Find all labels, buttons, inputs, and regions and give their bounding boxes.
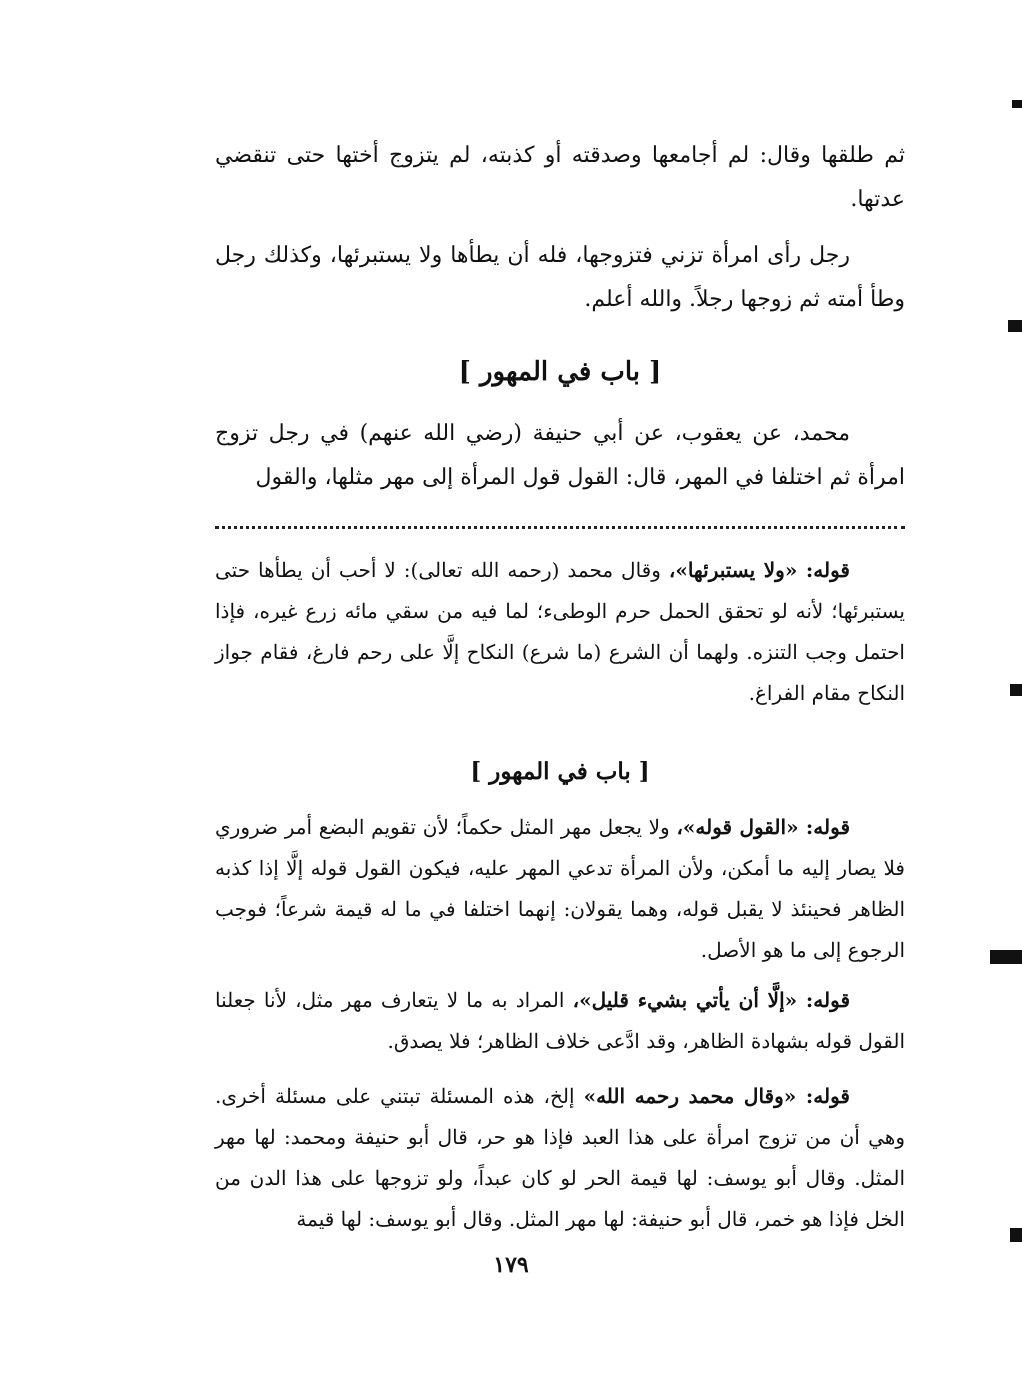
- scan-mark: [1012, 100, 1022, 108]
- page-number: ١٧٩: [493, 1252, 529, 1278]
- commentary-text-1: [215, 550, 905, 714]
- separator-dots: [215, 526, 905, 529]
- commentary-paragraph-3: [215, 980, 905, 1062]
- commentary-lead-4: قوله: «وقال محمد رحمه الله»: [583, 1084, 850, 1108]
- commentary-paragraph-4: [215, 1076, 905, 1240]
- scan-mark: [1010, 684, 1022, 696]
- commentary-paragraph-1: [215, 550, 905, 714]
- main-text-p1: ثم طلقها وقال: لم أجامعها وصدقته أو كذبته، لم يتزوج أختها حتى تنقضي عدتها.: [215, 143, 905, 212]
- commentary-text-2: [215, 807, 905, 971]
- commentary-body-4: إلخ، هذه المسئلة تبتني على مسئلة أخرى. وهي أن من تزوج امرأة على هذا العبد فإذا هو حر، قال أبو حنيفة ومحمد: لها مهر المثل. وقال أبو يوسف: لها قيمة الحر لو كان عبداً، ولو تزوجها على هذا الدن من الخل فإذا هو خمر، قال أبو حنيفة: لها مهر المثل. وقال أبو يوسف: لها قيمة: [215, 1084, 905, 1231]
- commentary-body-3: المراد به ما لا يتعارف مهر مثل، لأنا جعلنا القول قوله بشهادة الظاهر، وقد ادَّعى خلاف الظاهر؛ فلا يصدق.: [215, 988, 905, 1053]
- main-paragraph-3: [215, 412, 905, 500]
- commentary-body-2: ولا يجعل مهر المثل حكماً؛ لأن تقويم البضع أمر ضروري فلا يصار إليه ما أمكن، ولأن المرأة تدعي المهر عليه، فيكون القول قوله إلَّا إذا كذبه الظاهر فحينئذ لا يقبل قوله، وهما يقولان: إنهما اختلفا في ما له قيمة شرعاً؛ فوجب الرجوع إلى ما هو الأصل.: [215, 815, 905, 962]
- scan-mark: [1008, 320, 1022, 332]
- commentary-lead-3: قوله: «إلَّا أن يأتي بشيء قليل»،: [572, 988, 850, 1012]
- main-paragraph-1: [215, 134, 905, 222]
- commentary-body-1: وقال محمد (رحمه الله تعالى): لا أحب أن يطأها حتى يستبرئها؛ لأنه لو تحقق الحمل حرم الوطىء؛ لما فيه من سقي مائه زرع غيره، فإذا احتمل وجب التنزه. ولهما أن الشرع (ما شرع) النكاح إلَّا على رحم فارغ، فقام جواز النكاح مقام الفراغ.: [215, 558, 905, 705]
- commentary-heading: [ باب في المهور ]: [470, 758, 650, 785]
- commentary-lead-1: قوله: «ولا يستبرئها»،: [668, 558, 850, 582]
- commentary-paragraph-2: [215, 807, 905, 971]
- commentary-text-3: [215, 980, 905, 1062]
- commentary-text-4: [215, 1076, 905, 1240]
- main-heading: [ باب في المهور ]: [458, 357, 662, 387]
- scan-mark: [1010, 1228, 1022, 1242]
- main-text-p3: محمد، عن يعقوب، عن أبي حنيفة (رضي الله عنهم) في رجل تزوج امرأة ثم اختلفا في المهر، قال: القول قول المرأة إلى مهر مثلها، والقول: [215, 421, 905, 490]
- main-text-p2: رجل رأى امرأة تزني فتزوجها، فله أن يطأها ولا يستبرئها، وكذلك رجل وطأ أمته ثم زوجها رجلاً. والله أعلم.: [215, 243, 905, 312]
- main-paragraph-2: [215, 234, 905, 322]
- scan-mark: [990, 950, 1022, 964]
- commentary-lead-2: قوله: «القول قوله»،: [676, 815, 851, 839]
